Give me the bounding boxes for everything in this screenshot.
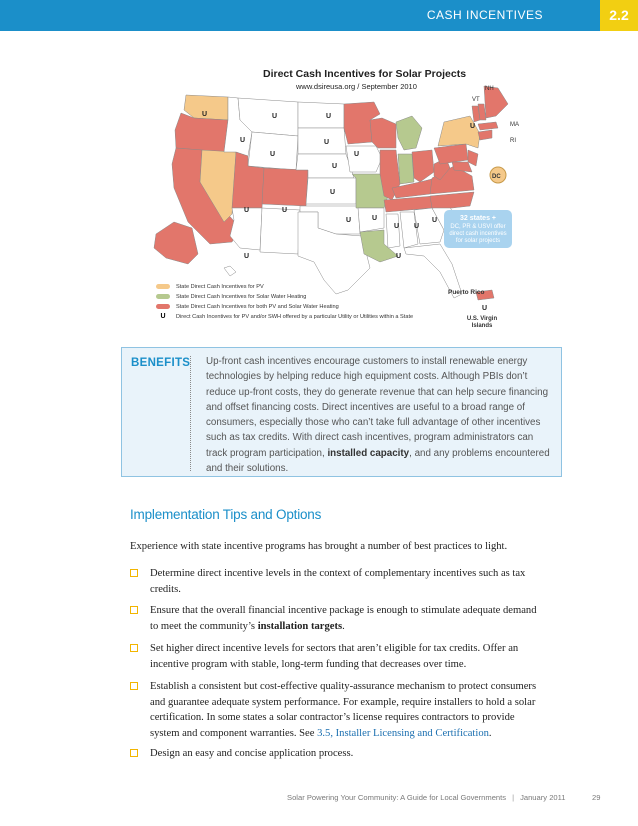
utility-marker: U	[372, 215, 378, 222]
map-legend	[156, 282, 413, 322]
utility-marker: U	[394, 223, 400, 230]
state-michigan	[396, 116, 422, 150]
utility-marker: U	[272, 113, 278, 120]
tip-text: Determine direct incentive levels in the context of complementary incentives such as tax credits.	[150, 568, 526, 595]
utility-marker: U	[396, 253, 402, 260]
utility-marker: U	[432, 217, 438, 224]
legend-text: State Direct Cash Incentives for Solar Water Heating	[176, 293, 307, 300]
state-arkansas	[358, 208, 384, 232]
state-ohio	[412, 150, 434, 182]
tip-text	[150, 603, 545, 634]
header-bar	[0, 0, 638, 31]
checkbox-icon	[130, 749, 138, 757]
legend-swatch-swh	[156, 294, 170, 299]
legend-utility-symbol: U	[160, 313, 166, 320]
coverage-callout	[444, 210, 512, 248]
state-arizona	[230, 208, 262, 250]
legend-item	[156, 312, 413, 321]
state-wisconsin	[370, 118, 396, 148]
utility-marker: U	[270, 151, 276, 158]
tip-text	[150, 679, 545, 741]
tip-text-part: Ensure that the overall financial incentive package is enough to stimulate adequate demand to meet the community’s	[150, 605, 537, 632]
utility-marker: U	[282, 207, 288, 214]
legend-text: State Direct Cash Incentives for PV	[176, 283, 264, 290]
footer-separator: |	[512, 793, 515, 802]
tips-intro: Experience with state incentive programs has brought a number of best practices to light.	[130, 541, 508, 552]
footer-title: Solar Powering Your Community: A Guide for Local Governments	[287, 793, 507, 802]
legend-swatch-both	[156, 304, 170, 309]
figure-title: Direct Cash Incentives for Solar Projects	[263, 68, 467, 80]
utility-marker: U	[414, 223, 420, 230]
state-north-carolina	[430, 192, 474, 208]
legend-swatch-pv	[156, 284, 170, 289]
state-label-ma: MA	[510, 122, 519, 128]
state-label-nh: NH	[485, 86, 494, 92]
checkbox-icon	[130, 682, 138, 690]
callout-line-4: for solar projects	[455, 238, 501, 244]
state-new-mexico	[260, 208, 300, 254]
state-mississippi	[386, 214, 400, 248]
utility-marker: U	[202, 111, 208, 118]
benefits-box	[121, 347, 562, 477]
utility-marker: U	[324, 139, 330, 146]
utility-marker: U	[244, 207, 250, 214]
legend-item	[156, 302, 413, 311]
section-link[interactable]: 3.5, Installer Licensing and Certification	[317, 727, 489, 739]
state-south-dakota	[298, 128, 346, 154]
utility-marker: U	[332, 163, 338, 170]
legend-text: Direct Cash Incentives for PV and/or SWH offered by a particular Utility or Utilities within a State	[176, 313, 414, 320]
checkbox-icon	[130, 606, 138, 614]
section-number-badge: 2.2	[600, 0, 638, 31]
tip-emphasis: installation targets	[257, 620, 343, 632]
legend-item	[156, 282, 413, 291]
state-hawaii	[224, 266, 236, 276]
tip-item	[130, 603, 545, 634]
state-iowa	[346, 146, 382, 172]
benefits-text-part: Up-front cash incentives encourage customers to install renewable energy technologies by helping reduce high equipment costs. Although PBIs don’t reduce up-front costs, they do generate revenue that can help secure financing and offset financing costs. Direct incentives are useful to a broad range of consumers, especially those who can’t take full advantage of other incentives such as tax credits. With direct cash incentives, program administrators can track program participation,	[206, 356, 549, 459]
section-title: CASH INCENTIVES	[426, 8, 543, 22]
tip-item	[130, 746, 545, 762]
state-massachusetts	[478, 122, 498, 130]
state-alaska	[154, 222, 198, 264]
utility-marker: U	[482, 305, 488, 312]
state-north-dakota	[298, 102, 344, 128]
tips-heading: Implementation Tips and Options	[130, 507, 322, 522]
state-pennsylvania	[434, 144, 468, 164]
tip-text-part: .	[342, 620, 345, 632]
puerto-rico-label: Puerto Rico	[448, 289, 485, 296]
utility-marker: U	[354, 151, 360, 158]
tip-text-part: Establish a consistent but cost-effective quality-assurance mechanism to protect consumers and guarantee adequate system performance. For example, require installers to hold a solar certification. In some states a solar contractor’s license requires contractors to provide system and component warranties. See	[150, 681, 537, 739]
state-label-vt: VT	[472, 97, 480, 103]
legend-item	[156, 292, 413, 301]
benefits-text	[206, 354, 551, 476]
tip-text: Design an easy and concise application process.	[150, 748, 354, 759]
callout-line-1: 32 states +	[460, 215, 496, 222]
utility-marker: U	[330, 189, 336, 196]
state-indiana	[398, 154, 414, 184]
benefits-text-part: , and any problems encountered and their solutions.	[206, 447, 550, 475]
state-new-jersey	[468, 150, 478, 166]
usvi-label: U.S. Virgin	[466, 316, 498, 322]
utility-marker: U	[244, 253, 250, 260]
utility-marker: U	[470, 123, 476, 130]
state-connecticut	[478, 130, 492, 140]
tip-item	[130, 566, 545, 597]
state-colorado	[262, 168, 308, 206]
dc-label: DC	[492, 174, 501, 180]
utility-marker: U	[346, 217, 352, 224]
footer-date: January 2011	[520, 793, 566, 802]
callout-line-3: direct cash incentives	[449, 231, 507, 237]
tip-item	[130, 641, 545, 672]
usvi-label: Islands	[471, 323, 493, 329]
tip-text: Set higher direct incentive levels for sectors that aren’t eligible for tax credits. Offer an incentive program with stable, long-term funding that decreases over time.	[150, 643, 519, 670]
tip-text-part: .	[488, 727, 492, 739]
figure-source: www.dsireusa.org / September 2010	[296, 82, 417, 91]
benefits-emphasis: installed capacity	[327, 447, 410, 459]
checkbox-icon	[130, 569, 138, 577]
checkbox-icon	[130, 644, 138, 652]
state-label-ri: RI	[510, 138, 516, 144]
benefits-divider	[190, 356, 191, 471]
benefits-label: BENEFITS	[131, 357, 191, 369]
callout-line-2: DC, PR & USVI offer	[450, 224, 506, 230]
page-number: 29	[592, 793, 601, 802]
utility-marker: U	[326, 113, 332, 120]
footer	[287, 793, 566, 802]
legend-text: State Direct Cash Incentives for both PV and Solar Water Heating	[176, 303, 339, 310]
utility-marker: U	[240, 137, 246, 144]
tip-item	[130, 679, 545, 741]
